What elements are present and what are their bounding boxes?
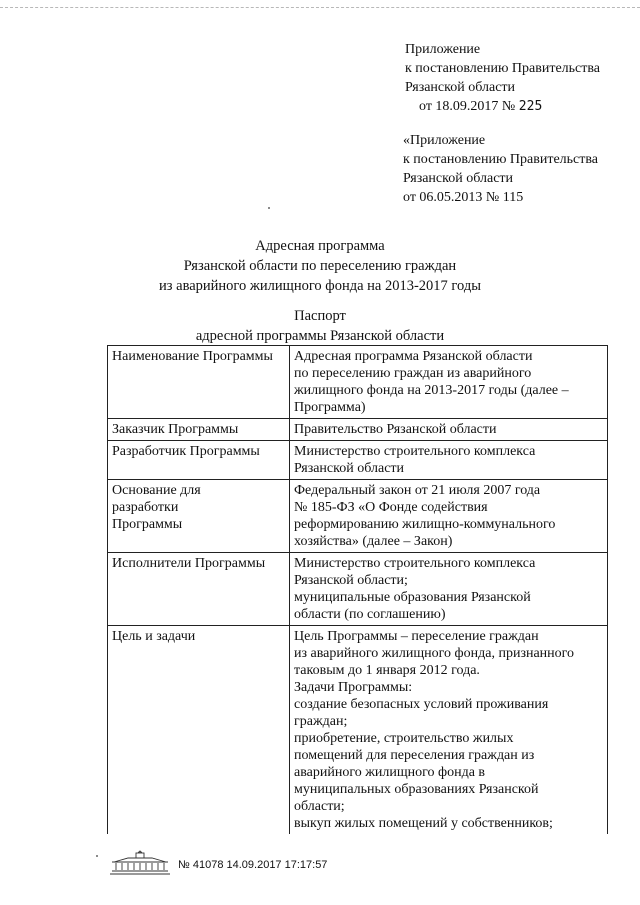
- value-line: области;: [294, 799, 345, 814]
- scan-speck: [268, 207, 270, 209]
- program-title-line3: из аварийного жилищного фонда на 2013-2017 годы: [159, 278, 481, 294]
- value-line: Задачи Программы:: [294, 680, 413, 695]
- value-line: реформированию жилищно-коммунального: [294, 517, 556, 532]
- annex-current-line1: Приложение: [405, 42, 481, 57]
- label-line: Заказчик Программы: [112, 422, 239, 437]
- value-line: приобретение, строительство жилых: [294, 731, 514, 746]
- value-line: граждан;: [294, 714, 348, 729]
- value-line: муниципальные образования Рязанской: [294, 590, 531, 605]
- value-line: таковым до 1 января 2012 года.: [294, 663, 480, 678]
- registration-stamp-text: № 41078 14.09.2017 17:17:57: [178, 859, 328, 871]
- passport-title-line2: адресной программы Рязанской области: [195, 328, 445, 344]
- value-line: помещений для переселения граждан из: [294, 748, 535, 763]
- annex-current-date-prefix: от 18.09.2017 №: [419, 99, 519, 114]
- value-line: Программа): [294, 400, 366, 415]
- scan-edge-line: [0, 7, 640, 8]
- label-line: Наименование Программы: [112, 349, 273, 364]
- program-title: [0, 236, 640, 296]
- passport-row: [108, 346, 608, 419]
- passport-row: [108, 626, 608, 835]
- value-line: хозяйства» (далее – Закон): [294, 534, 453, 549]
- passport-table-body: [108, 346, 608, 835]
- scan-speck: [96, 855, 98, 857]
- annex-current-line2: к постановлению Правительства: [405, 61, 601, 76]
- passport-row-label: [108, 553, 290, 626]
- value-line: Цель Программы – переселение граждан: [294, 629, 539, 644]
- value-line: выкуп жилых помещений у собственников;: [294, 816, 553, 831]
- value-line: Правительство Рязанской области: [294, 422, 497, 437]
- annex-previous-line2: к постановлению Правительства: [403, 152, 599, 167]
- passport-row-value: [290, 553, 608, 626]
- label-line: Основание для: [112, 483, 201, 498]
- value-line: Министерство строительного комплекса: [294, 556, 536, 571]
- passport-row-value: [290, 346, 608, 419]
- value-line: жилищного фонда на 2013-2017 годы (далее –: [294, 383, 569, 398]
- value-line: Федеральный закон от 21 июля 2007 года: [294, 483, 541, 498]
- value-line: аварийного жилищного фонда в: [294, 765, 486, 780]
- passport-row: [108, 419, 608, 441]
- value-line: Министерство строительного комплекса: [294, 444, 536, 459]
- annex-previous-block: [403, 131, 598, 207]
- annex-current-number: 225: [518, 99, 543, 114]
- value-line: муниципальных образованиях Рязанской: [294, 782, 539, 797]
- passport-row-value: [290, 419, 608, 441]
- label-line: разработки: [112, 500, 179, 515]
- value-line: по переселению граждан из аварийного: [294, 366, 532, 381]
- annex-current-block: [405, 40, 600, 116]
- value-line: Рязанской области;: [294, 573, 408, 588]
- passport-row-value: [290, 480, 608, 553]
- passport-row: [108, 441, 608, 480]
- passport-row: [108, 480, 608, 553]
- passport-row-label: [108, 441, 290, 480]
- label-line: Программы: [112, 517, 183, 532]
- passport-row-value: [290, 626, 608, 835]
- passport-row-value: [290, 441, 608, 480]
- annex-previous-line3: Рязанской области: [403, 171, 514, 186]
- program-title-line2: Рязанской области по переселению граждан: [183, 258, 457, 274]
- passport-row-label: [108, 480, 290, 553]
- program-title-line1: Адресная программа: [255, 238, 385, 254]
- government-building-icon: [108, 850, 172, 876]
- passport-row-label: [108, 626, 290, 835]
- value-line: создание безопасных условий проживания: [294, 697, 549, 712]
- passport-title-line1: Паспорт: [294, 308, 346, 324]
- label-line: Исполнители Программы: [112, 556, 266, 571]
- value-line: Рязанской области: [294, 461, 405, 476]
- label-line: Разработчик Программы: [112, 444, 260, 459]
- passport-row-label: [108, 346, 290, 419]
- value-line: № 185-ФЗ «О Фонде содействия: [294, 500, 488, 515]
- passport-row: [108, 553, 608, 626]
- passport-title: [0, 306, 640, 346]
- annex-current-date: [405, 97, 600, 116]
- annex-previous-line1: «Приложение: [403, 133, 486, 148]
- value-line: области (по соглашению): [294, 607, 446, 622]
- passport-row-label: [108, 419, 290, 441]
- value-line: Адресная программа Рязанской области: [294, 349, 533, 364]
- passport-table: [107, 345, 608, 834]
- value-line: из аварийного жилищного фонда, признанного: [294, 646, 575, 661]
- annex-current-line3: Рязанской области: [405, 80, 516, 95]
- label-line: Цель и задачи: [112, 629, 196, 644]
- annex-previous-line4: от 06.05.2013 № 115: [403, 190, 524, 205]
